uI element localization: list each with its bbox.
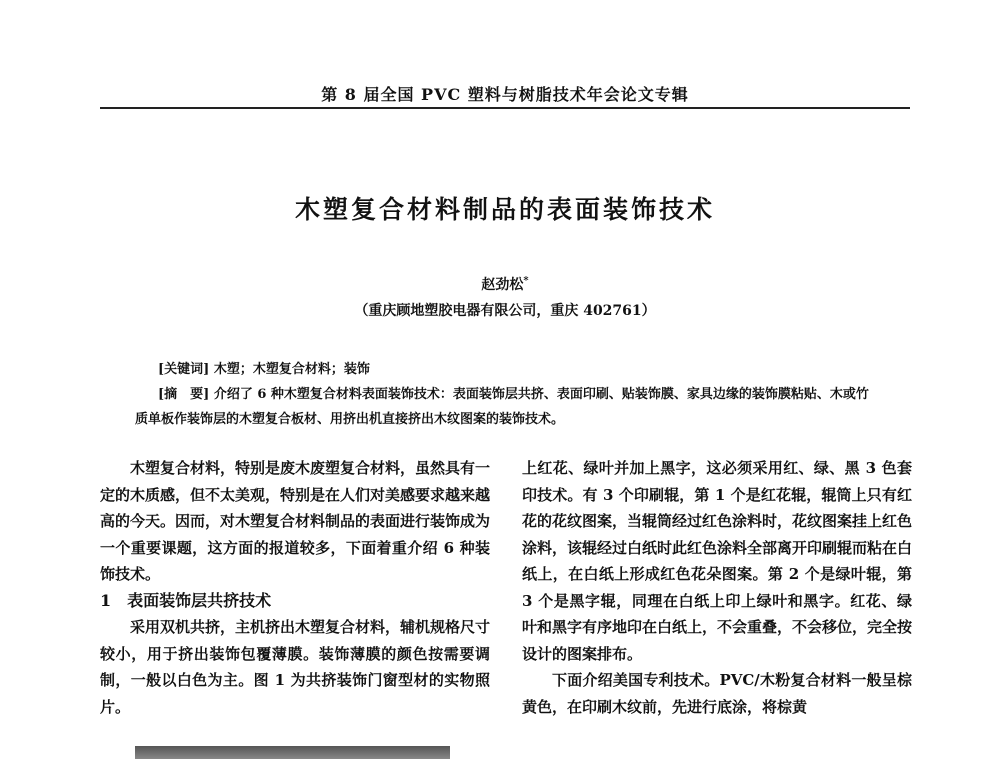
author-affiliation: （重庆顾地塑胶电器有限公司，重庆 402761） bbox=[354, 303, 656, 319]
figure-1-photo bbox=[135, 746, 450, 759]
printing-paragraph: 上红花、绿叶并加上黑字，这必须采用红、绿、黑 3 色套印技术。有 3 个印刷辊，第 1 个是红花辊，辊筒上只有红花的花纹图案，当辊筒经过红色涂料时，花纹图案挂上红色涂料，该辊经过白纸时此红色涂料全部离开印刷辊而粘在白纸上，在白纸上形成红色花朵图案。第 2 个是绿叶辊，第 3 个是黑字辊，同理在白纸上印上绿叶和黑字。红花、绿叶和黑字有序地印在白纸上，不会重叠，不会移位，完全按设计的图案排布。 bbox=[522, 459, 913, 663]
us-patent-paragraph: 下面介绍美国专利技术。PVC/木粉复合材料一般呈棕黄色，在印刷木纹前，先进行底涂，将棕黄 bbox=[522, 671, 912, 716]
paper-title: 木塑复合材料制品的表面装饰技术 bbox=[294, 195, 715, 224]
author-line bbox=[100, 274, 910, 294]
section-1-heading: 1 表面装饰层共挤技术 bbox=[100, 590, 272, 610]
abstract: [摘 要] 介绍了 6 种木塑复合材料表面装饰技术：表面装饰层共挤、表面印刷、贴装饰膜、家具边缘的装饰膜粘贴、木或竹质单板作装饰层的木塑复合板材、用挤出机直接挤出木纹图案的装饰技术。 bbox=[135, 387, 869, 427]
author-name: 赵劲松 bbox=[481, 277, 524, 293]
running-header: 第 8 届全国 PVC 塑料与树脂技术年会论文专辑 bbox=[321, 85, 689, 104]
intro-paragraph: 木塑复合材料，特别是废木废塑复合材料，虽然具有一定的木质感，但不太美观，特别是在人们对美感要求越来越高的今天。因而，对木塑复合材料制品的表面进行装饰成为一个重要课题，这方面的报道较多，下面着重介绍 6 种装饰技术。 bbox=[100, 459, 491, 583]
header-divider bbox=[100, 107, 910, 109]
section-1-paragraph: 采用双机共挤，主机挤出木塑复合材料，辅机规格尺寸较小，用于挤出装饰包覆薄膜。装饰薄膜的颜色按需要调制，一般以白色为主。图 1 为共挤装饰门窗型材的实物照片。 bbox=[100, 618, 491, 716]
left-column bbox=[100, 455, 490, 720]
keywords: [关键词] 木塑；木塑复合材料；装饰 bbox=[158, 362, 370, 377]
author-footnote-mark: * bbox=[523, 275, 529, 287]
right-column bbox=[522, 455, 912, 720]
